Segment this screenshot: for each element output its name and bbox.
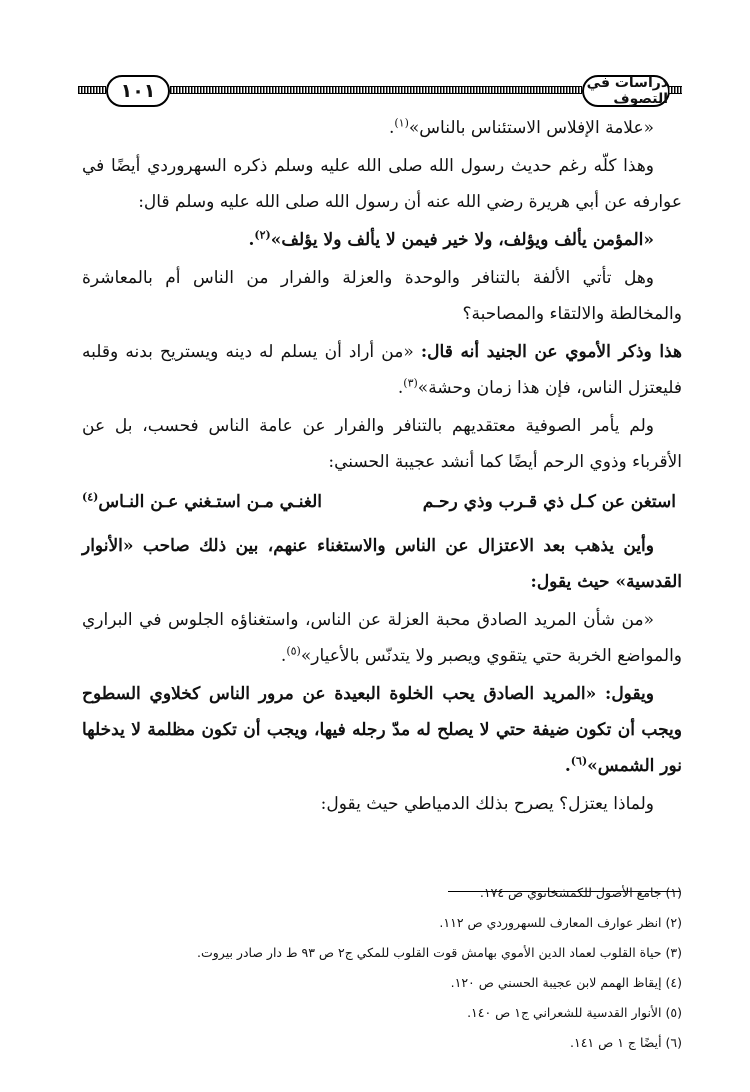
running-title: دراسات في التصوف — [582, 75, 670, 107]
header-ornament-right — [668, 86, 682, 94]
paragraph-9-lead: ويقول: — [605, 684, 654, 704]
paragraph-2: وهذا كلّه رغم حديث رسول الله صلى الله عليه وسلم ذكره السهروردي أيضًا في عوارفه عن أبي هريرة رضي الله عنه أن رسول الله صلى الله عليه وسلم قال: — [82, 156, 682, 212]
hadith-quote: «المؤمن يألف ويؤلف، ولا خير فيمن لا يألف ولا يؤلف»$^{(٢)}$. — [248, 228, 654, 250]
paragraph-8: «من شأن المريد الصادق محبة العزلة عن الناس، واستغناؤه الجلوس في البراري والمواضع الخربة حتي يتقوي ويصبر ولا يتدنّس بالأعيار»$^{(٥)}$. — [82, 610, 682, 666]
paragraph-1: «علامة الإفلاس الاستئناس بالناس»$^{(١)}$. — [388, 116, 654, 138]
footnote: (٢) انظر عوارف المعارف للسهروردي ص ١١٢. — [439, 915, 682, 930]
header-ornament-left — [78, 86, 106, 94]
paragraph-7: وأين يذهب بعد الاعتزال عن الناس والاستغناء عنهم، بين ذلك صاحب «الأنوار القدسية» حيث يقول: — [82, 536, 682, 592]
footnote-ref-4: (٤) — [82, 490, 99, 504]
footnote: (٦) أيضًا ج ١ ص ١٤١. — [570, 1035, 682, 1050]
footnote-ref-3: (٣) — [403, 376, 418, 390]
footnote-ref-1: (١) — [394, 116, 409, 130]
footnotes — [82, 874, 682, 1058]
main-text — [82, 110, 682, 824]
poem-verse — [82, 482, 682, 522]
header-ornament-middle — [170, 86, 582, 94]
poem-first-hemistich: استغن عن كـل ذي قـرب وذي رحـم — [422, 492, 676, 512]
footnote: (٣) حياة القلوب لعماد الدين الأموي بهامش قوت القلوب للمكي ج٢ ص ٩٣ ط دار صادر بيروت. — [197, 945, 682, 960]
paragraph-5-lead: هذا وذكر الأموي عن الجنيد أنه قال: — [420, 342, 682, 362]
page-number: ١٠١ — [106, 75, 170, 107]
footnote: (١) جامع الأصول للكمشخانوي ص ١٧٤. — [479, 885, 682, 900]
paragraph-9: ويقول: «المريد الصادق يحب الخلوة البعيدة عن مرور الناس كخلاوي السطوح ويجب أن تكون ضيفة حتي لا يصلح له مدّ رجله فيها، ويجب أن تكون مظلمة لا يدخلها نور الشمس»$^{(٦)}$. — [82, 684, 682, 776]
paragraph-4: وهل تأتي الألفة بالتنافر والوحدة والعزلة والفرار من الناس أم بالمعاشرة والمخالطة والالتقاء والمصاحبة؟ — [82, 268, 682, 324]
footnote-ref-2: (٢) — [254, 228, 271, 242]
footnote-ref-5: (٥) — [286, 644, 301, 658]
footnote: (٤) إيقاظ الهمم لابن عجيبة الحسني ص ١٢٠. — [450, 975, 682, 990]
paragraph-6: ولم يأمر الصوفية معتقديهم بالتنافر والفرار عن عامة الناس فحسب، بل عن الأقرباء وذوي الرحم أيضًا كما أنشد عجيبة الحسني: — [82, 416, 682, 472]
footnote: (٥) الأنوار القدسية للشعراني ج١ ص ١٤٠. — [467, 1005, 682, 1020]
footnote-ref-6: (٦) — [570, 754, 588, 768]
paragraph-5: هذا وذكر الأموي عن الجنيد أنه قال: «من أراد أن يسلم له دينه ويستريح بدنه وقلبه فليعتزل الناس، فإن هذا زمان وحشة»$^{(٣)}$. — [82, 342, 682, 398]
paragraph-10: ولماذا يعتزل؟ يصرح بذلك الدمياطي حيث يقول: — [320, 794, 654, 814]
running-header — [78, 64, 682, 114]
poem-second-hemistich: الغنـي مـن استـغني عـن النـاس$^{(٤)}$ — [82, 490, 323, 512]
